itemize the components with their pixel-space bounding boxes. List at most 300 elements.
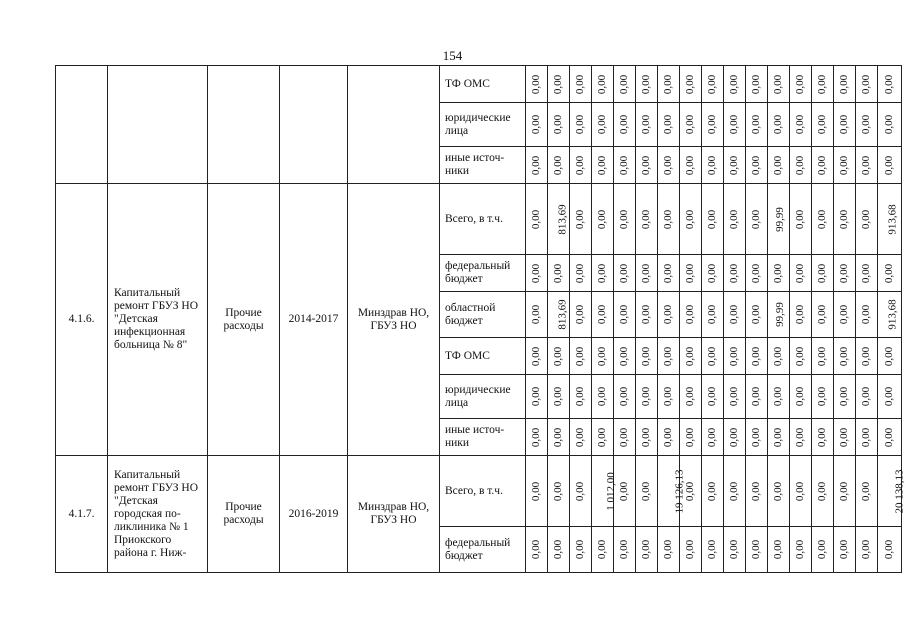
value-text: 0,00: [860, 263, 872, 283]
value-text: 0,00: [838, 386, 850, 407]
source-cell: юридические лица: [440, 375, 526, 419]
value-text: 813,69: [556, 203, 569, 235]
value-text: 0,00: [772, 427, 784, 447]
value-cell: [768, 338, 790, 375]
value-text: 0,00: [618, 481, 630, 501]
value-text: 0,00: [596, 386, 608, 407]
value-cell: [724, 456, 746, 527]
value-cell: [834, 456, 856, 527]
value-text: 0,00: [750, 346, 762, 366]
value-cell: [526, 147, 548, 184]
value-cell: [592, 292, 614, 338]
value-text: 0,00: [794, 74, 806, 94]
value-text: 0,00: [883, 74, 895, 94]
value-text: 0,00: [728, 74, 740, 94]
value-text: 0,00: [552, 481, 564, 501]
value-text: 813,69: [556, 299, 569, 330]
empty-cell-name: [108, 66, 208, 184]
value-cell: [570, 375, 592, 419]
empty-cell-period: [280, 66, 348, 184]
source-cell: иные источ-ники: [440, 147, 526, 184]
value-cell: [834, 103, 856, 147]
value-text: 0,00: [794, 304, 806, 325]
value-text: 0,00: [596, 263, 608, 283]
value-text: 0,00: [728, 539, 740, 560]
value-cell: [878, 255, 902, 292]
value-cell: [702, 419, 724, 456]
value-cell: [702, 292, 724, 338]
value-text: 0,00: [794, 155, 806, 175]
value-cell: [526, 255, 548, 292]
value-cell: [658, 375, 680, 419]
source-cell: иные источ-ники: [440, 419, 526, 456]
value-cell: [746, 184, 768, 255]
value-cell: [526, 103, 548, 147]
value-cell: [570, 338, 592, 375]
value-cell: [834, 292, 856, 338]
value-text: 0,00: [684, 539, 696, 560]
value-text: 0,00: [640, 209, 652, 229]
value-cell: [526, 456, 548, 527]
value-cell: [658, 527, 680, 573]
value-cell: [878, 147, 902, 184]
value-text: 0,00: [772, 346, 784, 366]
value-cell: [680, 419, 702, 456]
value-cell: [658, 66, 680, 103]
value-text: 0,00: [684, 263, 696, 283]
value-cell: [834, 255, 856, 292]
value-text: 0,00: [883, 427, 895, 447]
value-text: 0,00: [530, 386, 542, 407]
value-cell: [592, 147, 614, 184]
value-text: 0,00: [728, 346, 740, 366]
value-cell: [768, 456, 790, 527]
value-cell: [856, 527, 878, 573]
value-cell: [790, 338, 812, 375]
value-cell: [812, 66, 834, 103]
value-cell: [790, 66, 812, 103]
value-text: 0,00: [794, 427, 806, 447]
value-cell: [790, 147, 812, 184]
value-cell: [724, 375, 746, 419]
value-text: 0,00: [860, 346, 872, 366]
value-cell: [812, 103, 834, 147]
source-cell: Всего, в т.ч.: [440, 456, 526, 527]
source-cell: юридические лица: [440, 103, 526, 147]
value-text: 0,00: [618, 346, 630, 366]
value-cell: [680, 338, 702, 375]
period: 2014-2017: [280, 184, 348, 456]
value-text: 0,00: [618, 114, 630, 135]
value-text: 0,00: [574, 481, 586, 501]
value-text: 0,00: [662, 386, 674, 407]
source-cell: федеральный бюджет: [440, 255, 526, 292]
value-text: 0,00: [640, 346, 652, 366]
value-cell: [724, 66, 746, 103]
value-cell: [636, 527, 658, 573]
value-text: 0,00: [883, 155, 895, 175]
value-text: 0,00: [596, 155, 608, 175]
value-text: 0,00: [860, 114, 872, 135]
item-number: 4.1.7.: [56, 456, 108, 573]
value-text: 0,00: [816, 263, 828, 283]
value-text: 0,00: [552, 346, 564, 366]
value-text: 0,00: [816, 386, 828, 407]
value-text: 0,00: [596, 539, 608, 560]
value-text: 0,00: [883, 539, 895, 560]
value-text: 0,00: [883, 263, 895, 283]
value-text: 0,00: [794, 386, 806, 407]
value-cell: [856, 292, 878, 338]
value-cell: [570, 147, 592, 184]
value-cell: [702, 338, 724, 375]
value-cell: [768, 103, 790, 147]
value-cell: [878, 419, 902, 456]
value-cell: [526, 338, 548, 375]
value-text: 0,00: [728, 209, 740, 229]
value-cell: [548, 103, 570, 147]
value-cell: [768, 184, 790, 255]
value-text: 0,00: [838, 481, 850, 501]
value-cell: [702, 255, 724, 292]
value-text: 0,00: [530, 539, 542, 560]
value-text: 0,00: [618, 539, 630, 560]
value-text: 0,00: [860, 155, 872, 175]
value-cell: [592, 419, 614, 456]
value-text: 99,99: [773, 302, 786, 327]
value-cell: [636, 255, 658, 292]
value-text: 0,00: [816, 209, 828, 229]
value-text: 0,00: [640, 304, 652, 325]
value-text: 0,00: [640, 481, 652, 501]
value-cell: [702, 184, 724, 255]
value-cell: [614, 456, 636, 527]
item-number: 4.1.6.: [56, 184, 108, 456]
table-row: [56, 66, 902, 103]
value-cell: [812, 255, 834, 292]
value-cell: [548, 338, 570, 375]
value-cell: [790, 184, 812, 255]
value-text: 0,00: [816, 346, 828, 366]
value-text: 0,00: [838, 155, 850, 175]
value-text: 0,00: [728, 427, 740, 447]
value-cell: [658, 338, 680, 375]
value-cell: [592, 255, 614, 292]
value-text: 0,00: [838, 427, 850, 447]
value-text: 0,00: [772, 539, 784, 560]
empty-cell-expense-type: [208, 66, 280, 184]
table-row: [56, 184, 902, 255]
source-cell: ТФ ОМС: [440, 66, 526, 103]
value-cell: [878, 338, 902, 375]
value-cell: [834, 66, 856, 103]
value-text: 0,00: [684, 427, 696, 447]
value-cell: [570, 184, 592, 255]
value-cell: [878, 527, 902, 573]
value-text: 0,00: [706, 304, 718, 325]
value-cell: [856, 103, 878, 147]
value-text: 0,00: [860, 539, 872, 560]
value-cell: [592, 456, 617, 527]
value-cell: [724, 103, 746, 147]
value-text: 0,00: [772, 114, 784, 135]
value-text: 0,00: [574, 209, 586, 229]
value-text: 20 138,13: [893, 469, 906, 513]
value-cell: [614, 419, 636, 456]
value-text: 0,00: [750, 114, 762, 135]
value-cell: [526, 292, 548, 338]
value-text: 0,00: [596, 74, 608, 94]
value-text: 0,00: [552, 74, 564, 94]
value-text: 0,00: [860, 386, 872, 407]
value-cell: [526, 375, 548, 419]
value-text: 0,00: [574, 114, 586, 135]
value-cell: [768, 147, 790, 184]
value-cell: [570, 103, 592, 147]
value-text: 0,00: [794, 114, 806, 135]
value-text: 0,00: [883, 386, 895, 407]
value-text: 0,00: [662, 209, 674, 229]
value-text: 0,00: [728, 114, 740, 135]
value-text: 0,00: [574, 263, 586, 283]
value-text: 0,00: [684, 386, 696, 407]
value-cell: [548, 147, 570, 184]
value-text: 0,00: [618, 427, 630, 447]
value-cell: [790, 456, 812, 527]
value-cell: [724, 338, 746, 375]
value-cell: [592, 375, 614, 419]
value-text: 0,00: [750, 74, 762, 94]
value-cell: [570, 66, 592, 103]
value-text: 0,00: [728, 155, 740, 175]
value-cell: [768, 66, 790, 103]
value-text: 0,00: [860, 74, 872, 94]
source-cell: федеральный бюджет: [440, 527, 526, 573]
value-text: 0,00: [883, 114, 895, 135]
value-text: 0,00: [728, 263, 740, 283]
value-cell: [878, 292, 902, 338]
value-text: 0,00: [750, 539, 762, 560]
value-text: 0,00: [574, 539, 586, 560]
value-cell: [790, 292, 812, 338]
page-number: 154: [442, 48, 463, 63]
value-cell: [680, 255, 702, 292]
value-text: 0,00: [816, 304, 828, 325]
value-text: 0,00: [662, 427, 674, 447]
value-cell: [724, 255, 746, 292]
value-text: 0,00: [662, 263, 674, 283]
value-text: 0,00: [706, 539, 718, 560]
value-text: 0,00: [662, 346, 674, 366]
value-text: 0,00: [772, 386, 784, 407]
value-cell: [592, 527, 614, 573]
value-text: 0,00: [618, 209, 630, 229]
value-cell: [548, 184, 570, 255]
value-text: 0,00: [860, 209, 872, 229]
value-cell: [834, 147, 856, 184]
value-cell: [636, 419, 658, 456]
value-text: 0,00: [684, 155, 696, 175]
expense-type: Прочие расходы: [208, 456, 280, 573]
value-cell: [746, 456, 768, 527]
value-cell: [790, 375, 812, 419]
value-text: 0,00: [640, 74, 652, 94]
value-text: 0,00: [883, 346, 895, 366]
value-text: 0,00: [706, 74, 718, 94]
value-cell: [680, 292, 702, 338]
value-cell: [878, 103, 902, 147]
value-text: 0,00: [640, 427, 652, 447]
value-text: 0,00: [530, 114, 542, 135]
value-text: 0,00: [706, 346, 718, 366]
value-cell: [790, 527, 812, 573]
table-row: [56, 456, 902, 527]
value-text: 0,00: [574, 386, 586, 407]
value-cell: [790, 255, 812, 292]
value-cell: [548, 456, 570, 527]
source-cell: Всего, в т.ч.: [440, 184, 526, 255]
source-cell: ТФ ОМС: [440, 338, 526, 375]
value-text: 0,00: [860, 481, 872, 501]
value-cell: [614, 375, 636, 419]
value-text: 0,00: [838, 539, 850, 560]
value-text: 0,00: [662, 114, 674, 135]
value-cell: [680, 456, 702, 527]
value-text: 0,00: [574, 427, 586, 447]
value-cell: [614, 255, 636, 292]
value-cell: [680, 147, 702, 184]
value-text: 0,00: [706, 209, 718, 229]
value-cell: [702, 66, 724, 103]
value-cell: [636, 103, 658, 147]
value-text: 0,00: [552, 114, 564, 135]
value-cell: [856, 419, 878, 456]
value-cell: [768, 527, 790, 573]
executor: Минздрав НО, ГБУЗ НО: [348, 184, 440, 456]
value-text: 0,00: [816, 155, 828, 175]
value-cell: [768, 292, 790, 338]
value-cell: [636, 66, 658, 103]
value-cell: [834, 419, 856, 456]
value-cell: [746, 147, 768, 184]
value-cell: [548, 292, 570, 338]
value-text: 0,00: [596, 346, 608, 366]
value-cell: [834, 184, 856, 255]
value-text: 0,00: [794, 539, 806, 560]
value-cell: [746, 527, 768, 573]
value-cell: [702, 375, 724, 419]
value-cell: [614, 103, 636, 147]
value-cell: [680, 103, 702, 147]
value-text: 0,00: [750, 427, 762, 447]
value-cell: [570, 292, 592, 338]
value-text: 0,00: [838, 263, 850, 283]
expense-type: Прочие расходы: [208, 184, 280, 456]
value-cell: [526, 66, 548, 103]
value-cell: [526, 527, 548, 573]
source-cell: областной бюджет: [440, 292, 526, 338]
empty-cell-executor: [348, 66, 440, 184]
value-cell: [636, 456, 658, 527]
value-text: 0,00: [530, 481, 542, 501]
value-text: 0,00: [772, 74, 784, 94]
value-text: 0,00: [860, 304, 872, 325]
value-cell: [548, 66, 570, 103]
value-cell: [592, 103, 614, 147]
value-cell: [746, 66, 768, 103]
value-text: 0,00: [618, 74, 630, 94]
value-text: 0,00: [728, 481, 740, 501]
value-cell: [812, 338, 834, 375]
value-cell: [548, 527, 570, 573]
value-text: 0,00: [596, 427, 608, 447]
value-cell: [526, 184, 548, 255]
value-cell: [702, 456, 724, 527]
value-cell: [702, 103, 724, 147]
value-text: 0,00: [574, 74, 586, 94]
value-cell: [856, 255, 878, 292]
value-text: 0,00: [684, 481, 696, 501]
value-text: 0,00: [838, 74, 850, 94]
value-text: 0,00: [530, 346, 542, 366]
empty-cell-number: [56, 66, 108, 184]
value-cell: [658, 184, 680, 255]
value-cell: [878, 375, 902, 419]
value-text: 0,00: [706, 481, 718, 501]
value-cell: [724, 527, 746, 573]
value-text: 0,00: [706, 386, 718, 407]
value-cell: [614, 292, 636, 338]
value-text: 0,00: [662, 74, 674, 94]
value-cell: [856, 147, 878, 184]
value-text: 0,00: [662, 304, 674, 325]
value-text: 0,00: [530, 304, 542, 325]
value-text: 0,00: [640, 263, 652, 283]
value-text: 0,00: [640, 386, 652, 407]
value-text: 913,68: [886, 203, 899, 235]
value-text: 0,00: [552, 386, 564, 407]
value-cell: [658, 255, 680, 292]
value-text: 0,00: [684, 114, 696, 135]
value-cell: [614, 527, 636, 573]
value-text: 0,00: [728, 304, 740, 325]
value-text: 0,00: [750, 263, 762, 283]
value-text: 0,00: [552, 539, 564, 560]
value-cell: [878, 66, 902, 103]
value-cell: [812, 292, 834, 338]
value-cell: [658, 456, 686, 527]
value-cell: [834, 375, 856, 419]
value-cell: [636, 184, 658, 255]
value-cell: [790, 419, 812, 456]
value-cell: [658, 103, 680, 147]
value-text: 0,00: [816, 539, 828, 560]
value-text: 0,00: [574, 346, 586, 366]
value-text: 0,00: [684, 304, 696, 325]
value-text: 0,00: [838, 346, 850, 366]
value-cell: [768, 419, 790, 456]
value-text: 0,00: [574, 155, 586, 175]
value-text: 0,00: [618, 304, 630, 325]
value-cell: [790, 103, 812, 147]
value-text: 0,00: [618, 155, 630, 175]
value-cell: [724, 184, 746, 255]
value-cell: [768, 255, 790, 292]
value-cell: [856, 338, 878, 375]
value-text: 0,00: [794, 209, 806, 229]
value-cell: [592, 184, 614, 255]
value-text: 0,00: [552, 427, 564, 447]
